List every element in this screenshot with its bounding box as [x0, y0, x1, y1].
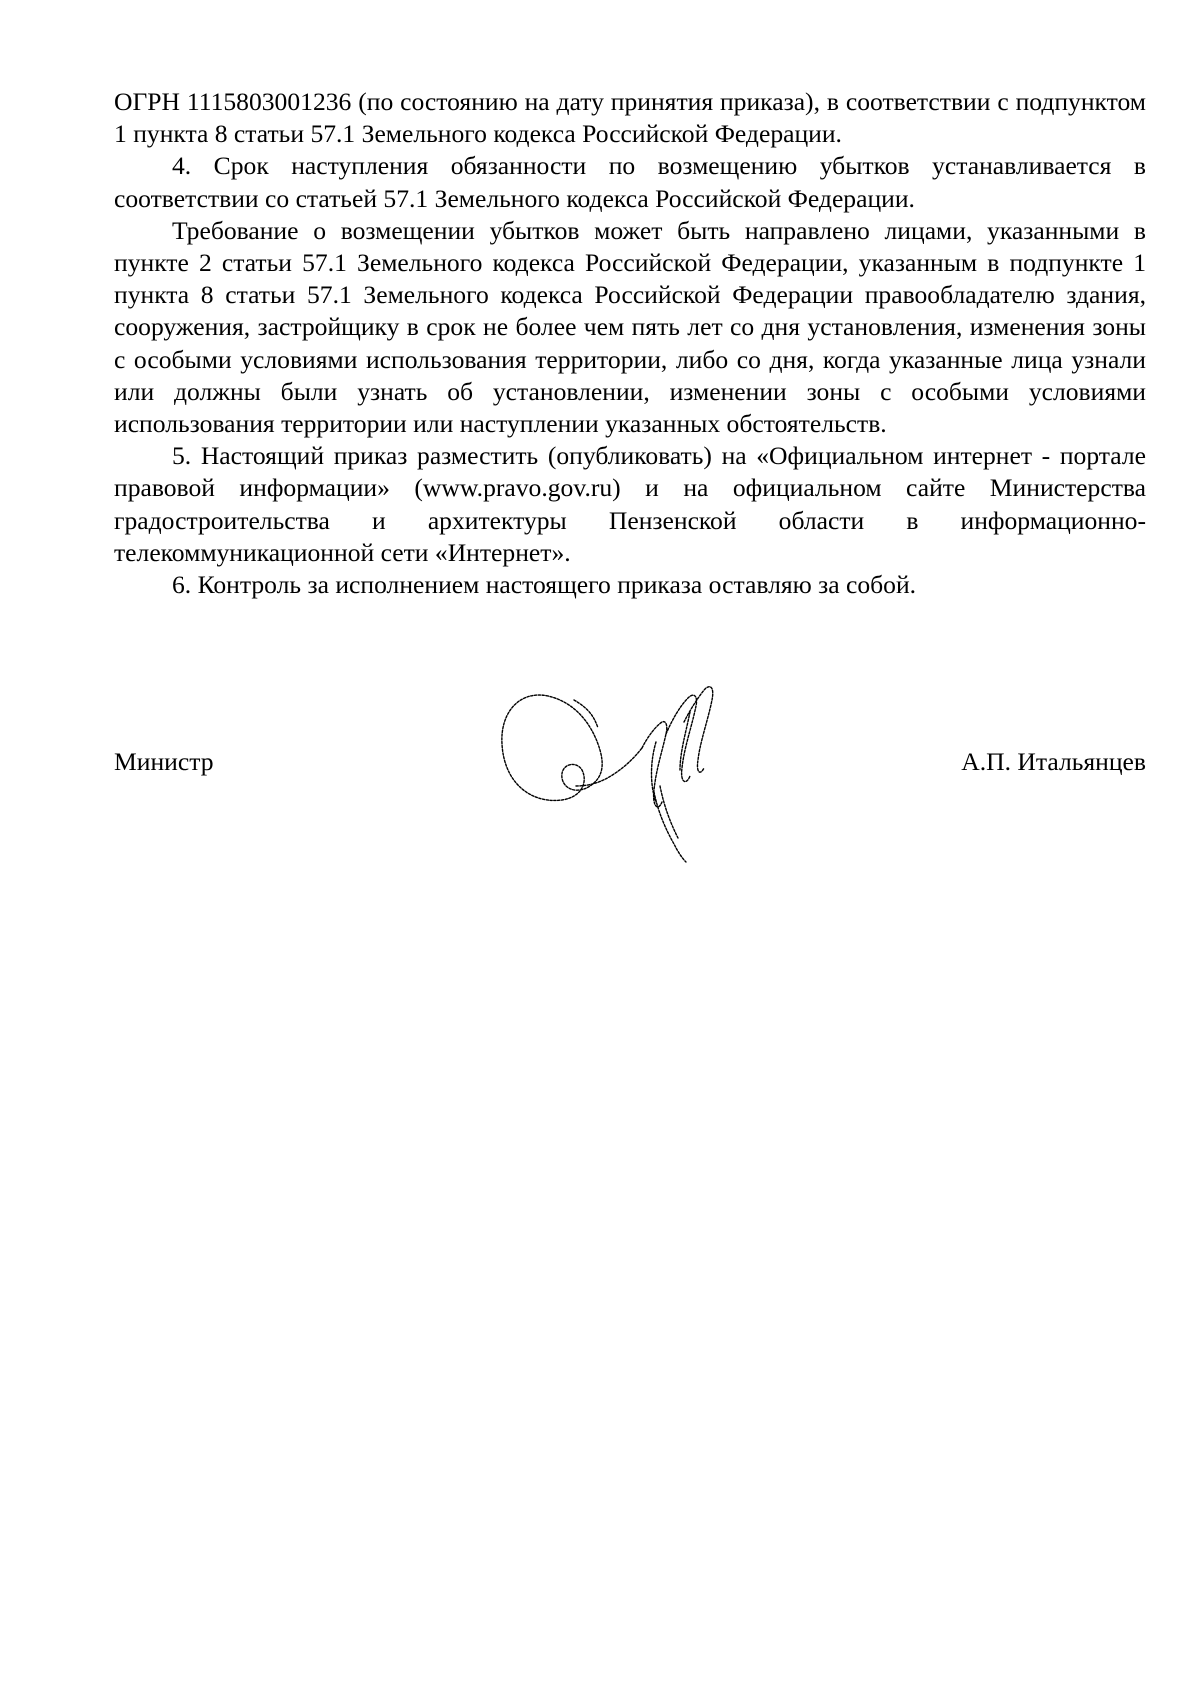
- paragraph-ogrn-continuation: ОГРН 1115803001236 (по состоянию на дату принятия приказа), в соответствии с подпунктом 1 пункта 8 статьи 57.1 Земельного кодекса Российской Федерации.: [114, 87, 1146, 149]
- paragraph-item-6: 6. Контроль за исполнением настоящего приказа оставляю за собой.: [172, 570, 917, 600]
- signer-position: Министр: [114, 747, 214, 776]
- signer-name: А.П. Итальянцев: [961, 747, 1146, 776]
- paragraph-claim-requirement: Требование о возмещении убытков может быть направлено лицами, указанными в пункте 2 статьи 57.1 Земельного кодекса Российской Федерации, указанным в подпункте 1 пункта 8 статьи 57.1 Земельного кодекса Российской Федерации правообладателю здания, сооружения, застройщику в срок не более чем пять лет со дня установления, изменения зоны с особыми условиями использования территории, либо со дня, когда указанные лица узнали или должны были узнать об установлении, изменении зоны с особыми условиями использования территории или наступлении указанных обстоятельств.: [114, 215, 1146, 439]
- handwritten-signature: [490, 682, 760, 872]
- paragraph-item-4: 4. Срок наступления обязанности по возмещению убытков устанавливается в соответствии со статьей 57.1 Земельного кодекса Российской Федерации.: [114, 151, 1146, 213]
- document-body: [114, 86, 1146, 601]
- paragraph-item-5: 5. Настоящий приказ разместить (опубликовать) на «Официальном интернет - портале правовой информации» (www.pravo.gov.ru) и на официальном сайте Министерства градостроительства и архитектуры Пензенской области в информационно-телекоммуникационной сети «Интернет».: [114, 441, 1146, 567]
